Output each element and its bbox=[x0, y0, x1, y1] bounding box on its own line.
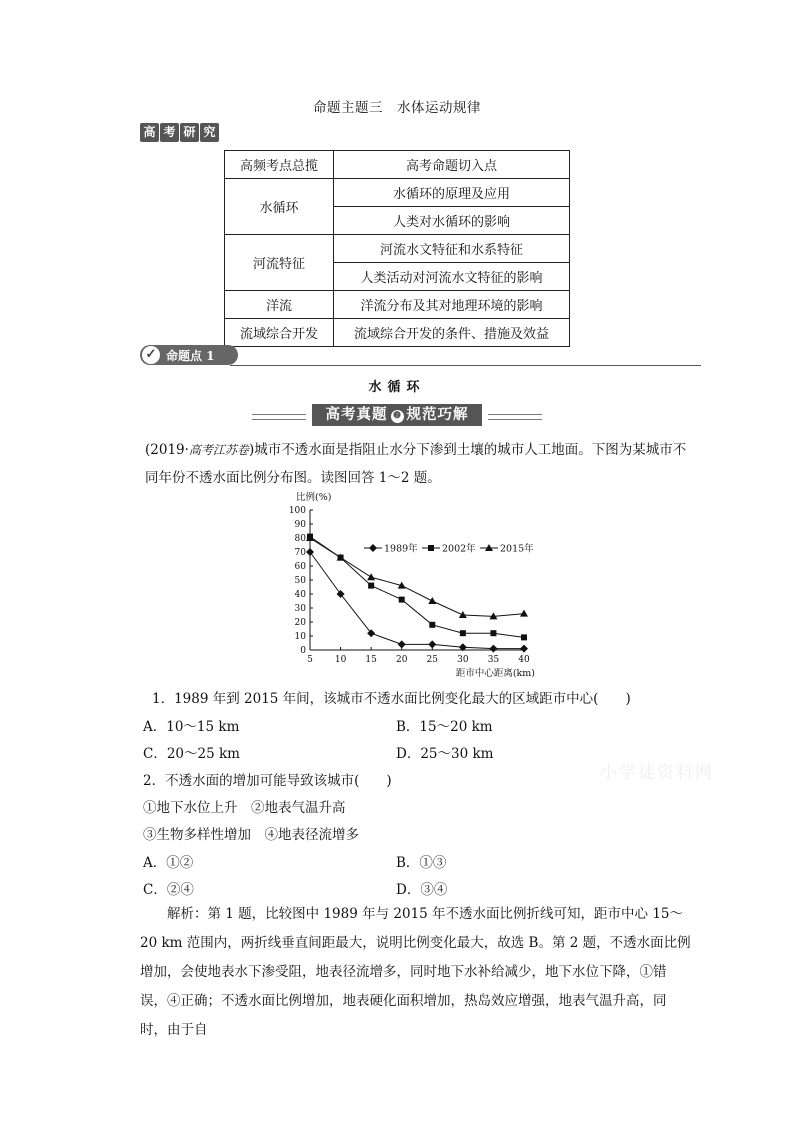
data-point bbox=[459, 611, 467, 618]
chart-ylabel: 比例(%) bbox=[296, 492, 332, 503]
banner-left-text: 高考真题 bbox=[325, 406, 388, 423]
data-point bbox=[306, 548, 314, 556]
table-cell-topic: 洋流 bbox=[225, 291, 334, 319]
data-point bbox=[428, 597, 436, 604]
table-row bbox=[225, 179, 570, 207]
section-title: 水循环 bbox=[368, 380, 426, 395]
mingti-pill bbox=[140, 345, 238, 365]
x-tick-label: 40 bbox=[518, 655, 530, 665]
chart-axes bbox=[289, 506, 530, 665]
y-tick-label: 70 bbox=[294, 548, 306, 558]
question-2-option-a: A．①② bbox=[143, 855, 194, 871]
y-tick-label: 30 bbox=[294, 604, 306, 614]
data-point bbox=[399, 597, 405, 603]
data-point bbox=[490, 630, 496, 636]
x-tick-label: 30 bbox=[457, 655, 469, 665]
badge-char: 究 bbox=[200, 123, 219, 142]
y-tick-label: 20 bbox=[294, 618, 306, 628]
table-row bbox=[225, 291, 570, 319]
y-tick-label: 50 bbox=[294, 576, 306, 586]
y-tick-label: 60 bbox=[294, 562, 306, 572]
table-cell-point: 洋流分布及其对地理环境的影响 bbox=[334, 291, 570, 319]
number-2-icon: ❷ bbox=[391, 410, 404, 423]
analysis-text: 解析：第 1 题，比较图中 1989 年与 2015 年不透水面比例折线可知，距市中心 15～20 km 范围内，两折线垂直间距最大，说明比例变化最大，故选 B。第 2 题，不透水面比例增加，会使地表水下渗受阻，地表径流增多，同时地下水补给减少，地下水位下降，①错误，④正确；不透水面比例增加，地表硬化面积增加，热岛效应增强，地表气温升高，同时，由于自 bbox=[140, 906, 691, 1038]
banner-right-text: 规范巧解 bbox=[406, 406, 469, 423]
legend-marker bbox=[369, 544, 377, 552]
chart-legend bbox=[364, 543, 534, 555]
x-tick-label: 10 bbox=[334, 655, 347, 665]
x-tick-label: 35 bbox=[487, 655, 500, 665]
question-2-option-c: C．②④ bbox=[143, 882, 194, 898]
legend-label: 2002年 bbox=[442, 543, 476, 555]
data-point bbox=[367, 573, 375, 580]
gaokao-yanjiu-badge bbox=[140, 123, 219, 142]
x-tick-label: 20 bbox=[395, 655, 408, 665]
intro-text: )城市不透水面是指阻止水分下渗到土壤的城市人工地面。下图为某城市不同年份不透水面比例分布图。读图回答 1～2 题。 bbox=[145, 442, 687, 486]
banner-box bbox=[312, 404, 482, 426]
question-1-option-d: D．25～30 km bbox=[396, 746, 494, 762]
table-header-cell: 高频考点总揽 bbox=[225, 151, 334, 179]
banner-dash-right bbox=[488, 414, 542, 420]
banner-dash-left bbox=[252, 414, 306, 420]
legend-marker bbox=[428, 545, 434, 551]
question-2-statements-2: ③生物多样性增加 ④地表径流增多 bbox=[143, 827, 359, 843]
chart-xlabel: 距市中心距离(km) bbox=[455, 668, 535, 679]
intro-source: 高考江苏卷 bbox=[188, 443, 249, 457]
page-title: 命题主题三 水体运动规律 bbox=[313, 100, 481, 116]
intro-year: (2019· bbox=[145, 442, 189, 458]
table-header-row bbox=[225, 151, 570, 179]
data-point bbox=[460, 630, 466, 636]
legend-label: 2015年 bbox=[500, 543, 534, 555]
data-point bbox=[429, 622, 435, 628]
check-icon: ✓ bbox=[142, 346, 160, 364]
y-tick-label: 10 bbox=[294, 632, 306, 642]
table-cell-topic: 河流特征 bbox=[225, 235, 334, 291]
question-1-option-a: A．10～15 km bbox=[143, 719, 240, 735]
exam-points-table bbox=[224, 150, 570, 347]
data-point bbox=[428, 640, 436, 648]
x-tick-label: 5 bbox=[307, 655, 313, 665]
impervious-surface-chart bbox=[280, 486, 550, 682]
table-cell-point: 人类对水循环的影响 bbox=[334, 207, 570, 235]
table-cell-topic: 水循环 bbox=[225, 179, 334, 235]
y-tick-label: 100 bbox=[288, 506, 306, 516]
table-cell-topic: 流域综合开发 bbox=[225, 319, 334, 347]
question-1-option-b: B．15～20 km bbox=[396, 719, 493, 735]
divider bbox=[230, 365, 701, 366]
badge-char: 高 bbox=[140, 123, 159, 142]
table-cell-point: 流域综合开发的条件、措施及效益 bbox=[334, 319, 570, 347]
x-tick-label: 15 bbox=[365, 655, 377, 665]
y-tick-label: 90 bbox=[294, 520, 306, 530]
question-2-statements-1: ①地下水位上升 ②地表气温升高 bbox=[143, 800, 346, 816]
table-cell-point: 人类活动对河流水文特征的影响 bbox=[334, 263, 570, 291]
table-cell-point: 河流水文特征和水系特征 bbox=[334, 235, 570, 263]
table-row bbox=[225, 235, 570, 263]
data-point bbox=[489, 645, 497, 653]
zhenti-banner bbox=[252, 404, 542, 428]
table-cell-point: 水循环的原理及应用 bbox=[334, 179, 570, 207]
x-tick-label: 25 bbox=[426, 655, 439, 665]
question-2-option-d: D．③④ bbox=[396, 882, 448, 898]
watermark: 小学徒资料网 bbox=[600, 763, 714, 783]
table-row bbox=[225, 319, 570, 347]
data-point bbox=[368, 583, 374, 589]
y-tick-label: 0 bbox=[300, 646, 306, 656]
question-1-option-c: C．20～25 km bbox=[143, 746, 240, 762]
data-point bbox=[520, 610, 528, 617]
mingti-section-header bbox=[140, 345, 701, 367]
question-intro bbox=[145, 436, 693, 492]
badge-char: 考 bbox=[160, 123, 179, 142]
y-tick-label: 40 bbox=[294, 590, 306, 600]
data-point bbox=[521, 634, 527, 640]
data-point bbox=[520, 645, 528, 653]
data-point bbox=[398, 640, 406, 648]
legend-label: 1989年 bbox=[384, 543, 418, 555]
question-2-stem: 2．不透水面的增加可能导致该城市( ) bbox=[143, 773, 392, 789]
table-header-cell: 高考命题切入点 bbox=[334, 151, 570, 179]
y-tick-label: 80 bbox=[294, 534, 306, 544]
badge-char: 研 bbox=[180, 123, 199, 142]
mingti-label: 命题点 1 bbox=[166, 349, 215, 363]
question-1-stem: 1．1989 年到 2015 年间，该城市不透水面比例变化最大的区域距市中心( ) bbox=[152, 691, 631, 707]
question-2-option-b: B．①③ bbox=[396, 855, 447, 871]
